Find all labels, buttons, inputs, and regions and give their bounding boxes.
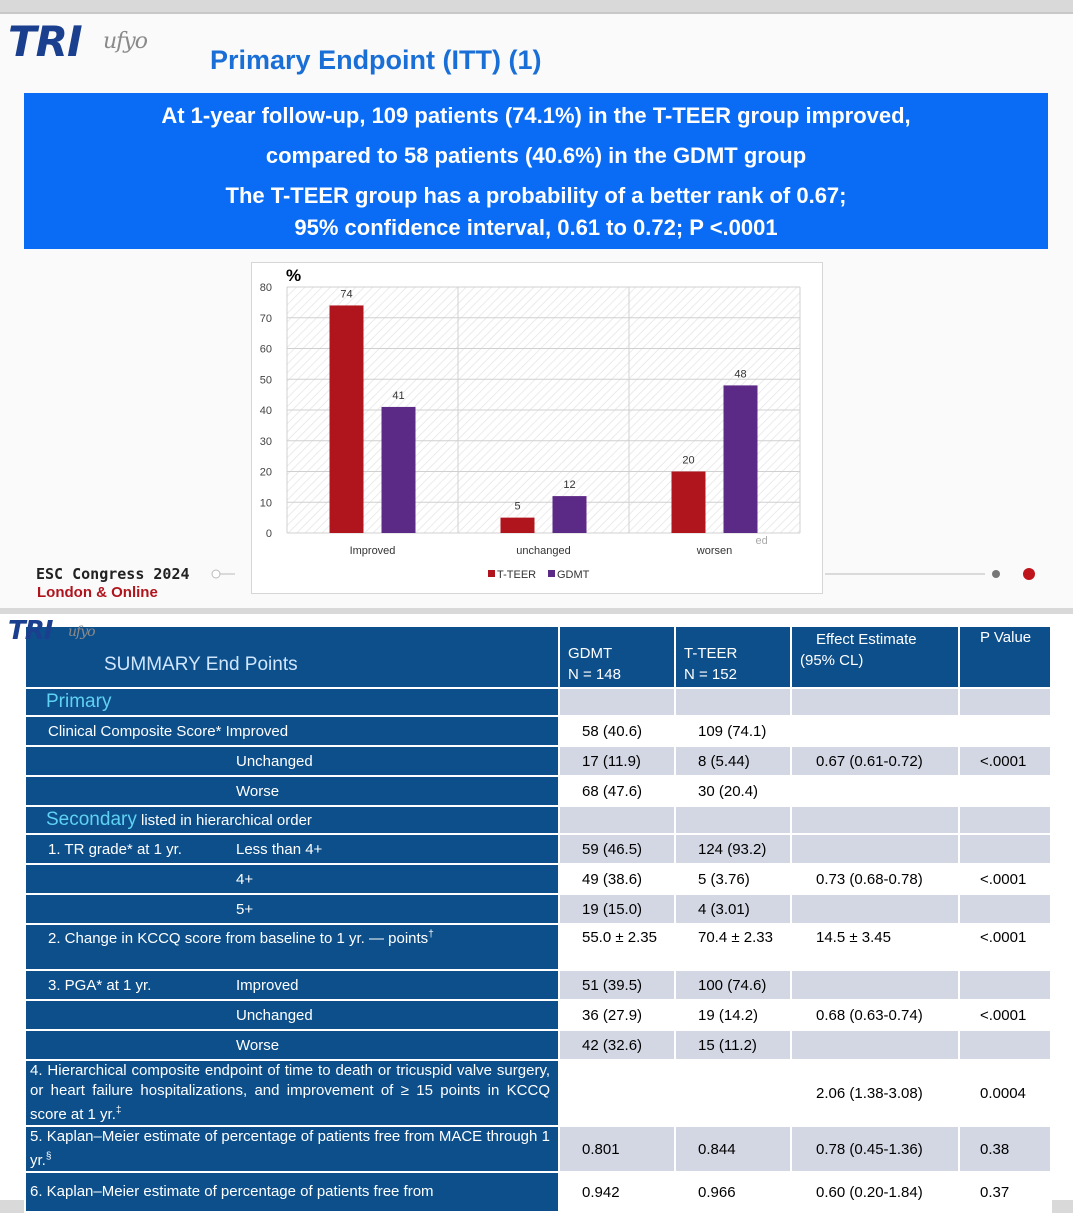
tri-logo: TRI ufyo (8, 17, 147, 66)
effect-estimate (791, 894, 959, 924)
table-header-row (25, 626, 1051, 688)
divider (0, 12, 1073, 14)
page-title: Primary Endpoint (ITT) (1) (210, 45, 542, 75)
empty-cell (959, 806, 1051, 834)
p-value: <.0001 (959, 1000, 1051, 1030)
tteer-value: 8 (5.44) (675, 746, 791, 776)
y-axis-label: % (286, 266, 302, 285)
bar-t-teer (501, 518, 535, 533)
endpoint-label: 1. TR grade* at 1 yr. Less than 4+ (25, 834, 559, 864)
gdmt-value: 36 (27.9) (559, 1000, 675, 1030)
endpoint-label: Worse (25, 776, 559, 806)
secondary-section-header-label: Secondary listed in hierarchical order (25, 806, 559, 834)
endpoint-label: Clinical Composite Score* Improved (25, 716, 559, 746)
effect-estimate (791, 834, 959, 864)
endpoint-label: Unchanged (25, 746, 559, 776)
effect-estimate: 0.68 (0.63-0.74) (791, 1000, 959, 1030)
gdmt-value: 0.942 (559, 1172, 675, 1212)
col-gdmt-header: GDMT N = 148 (559, 626, 675, 688)
table-row (25, 1030, 1051, 1060)
p-value: <.0001 (959, 746, 1051, 776)
y-tick-label: 60 (259, 343, 272, 356)
tri-logo-small-subtext: ufyo (68, 624, 95, 640)
col-pvalue-header: P Value (959, 626, 1051, 688)
y-tick-label: 70 (259, 312, 272, 325)
p-value (959, 716, 1051, 746)
table-row (25, 746, 1051, 776)
table-row (25, 834, 1051, 864)
bar-t-teer (672, 472, 706, 534)
endpoint-label: 4+ (25, 864, 559, 894)
effect-estimate: 2.06 (1.38-3.08) (791, 1060, 959, 1126)
gdmt-value (559, 1060, 675, 1126)
endpoint-label: Unchanged (25, 1000, 559, 1030)
empty-cell (675, 688, 791, 716)
banner-line-4: 95% confidence interval, 0.61 to 0.72; P <.0001 (294, 215, 778, 240)
bar-value-label: 20 (682, 454, 695, 467)
gdmt-value: 55.0 ± 2.35 (559, 924, 675, 970)
effect-estimate (791, 776, 959, 806)
legend-label: T-TEER (497, 569, 537, 581)
tteer-value: 30 (20.4) (675, 776, 791, 806)
p-value (959, 1030, 1051, 1060)
table-body (25, 688, 1051, 1212)
legend-label: GDMT (557, 569, 590, 581)
endpoint-label: 3. PGA* at 1 yr. Improved (25, 970, 559, 1000)
tteer-value: 0.966 (675, 1172, 791, 1212)
table-row (25, 864, 1051, 894)
gdmt-value: 42 (32.6) (559, 1030, 675, 1060)
gdmt-value: 19 (15.0) (559, 894, 675, 924)
endpoint-label: 6. Kaplan–Meier estimate of percentage of patients free from (25, 1172, 559, 1212)
y-tick-label: 20 (259, 466, 272, 479)
table-row (25, 894, 1051, 924)
y-tick-label: 0 (265, 528, 272, 540)
effect-estimate: 0.60 (0.20-1.84) (791, 1172, 959, 1212)
empty-cell (791, 688, 959, 716)
timeline-red-dot (1023, 568, 1035, 580)
effect-estimate: 0.78 (0.45-1.36) (791, 1126, 959, 1172)
tteer-value: 124 (93.2) (675, 834, 791, 864)
gdmt-value: 17 (11.9) (559, 746, 675, 776)
x-tick-label: Improved (349, 545, 396, 557)
footer-timeline (205, 568, 1045, 584)
tri-logo-subtext: ufyo (103, 29, 147, 54)
table-row (25, 1060, 1051, 1126)
table-row (25, 970, 1051, 1000)
y-tick-label: 80 (259, 282, 272, 294)
empty-cell (675, 806, 791, 834)
gdmt-value: 59 (46.5) (559, 834, 675, 864)
p-value (959, 834, 1051, 864)
secondary-section-header (25, 806, 1051, 834)
bar-chart (252, 263, 822, 593)
gdmt-value: 51 (39.5) (559, 970, 675, 1000)
primary-endpoint-slide (0, 12, 1073, 608)
tteer-value (675, 1060, 791, 1126)
gdmt-value: 49 (38.6) (559, 864, 675, 894)
bar-value-label: 5 (514, 500, 521, 513)
tteer-value: 0.844 (675, 1126, 791, 1172)
summary-endpoints-slide (0, 614, 1073, 1200)
tteer-value: 70.4 ± 2.33 (675, 924, 791, 970)
empty-cell (959, 688, 1051, 716)
bar-gdmt (553, 496, 587, 533)
gdmt-value: 0.801 (559, 1126, 675, 1172)
footer-event-location: London & Online (37, 584, 158, 601)
table-row (25, 1172, 1051, 1212)
empty-cell (791, 806, 959, 834)
col-tteer-header: T-TEER N = 152 (675, 626, 791, 688)
empty-cell (559, 688, 675, 716)
tteer-value: 109 (74.1) (675, 716, 791, 746)
primary-section-header (25, 688, 1051, 716)
bar-gdmt (382, 407, 416, 533)
bar-t-teer (330, 305, 364, 533)
bar-value-label: 12 (563, 479, 576, 492)
y-tick-label: 30 (259, 435, 272, 448)
y-tick-label: 50 (259, 374, 272, 387)
endpoint-label: 2. Change in KCCQ score from baseline to 1 yr. — points† (25, 924, 559, 970)
endpoint-label: 5. Kaplan–Meier estimate of percentage of patients free from MACE through 1 yr.§ (25, 1126, 559, 1172)
effect-estimate (791, 716, 959, 746)
table-title: SUMMARY End Points (25, 626, 559, 688)
x-tick-label: worsen (696, 545, 733, 557)
banner-line-3: The T-TEER group has a probability of a better rank of 0.67; (225, 183, 847, 208)
p-value: 0.38 (959, 1126, 1051, 1172)
summary-endpoints-table (24, 625, 1052, 1213)
bar-chart-panel (251, 262, 823, 594)
table-row (25, 716, 1051, 746)
footer-event-name: ESC Congress 2024 (36, 565, 190, 583)
table-row (25, 1000, 1051, 1030)
timeline-grey-dot (992, 570, 1000, 578)
table-row (25, 776, 1051, 806)
bar-value-label: 41 (392, 389, 405, 402)
bar-value-label: 48 (734, 368, 747, 381)
tteer-value: 15 (11.2) (675, 1030, 791, 1060)
bar-gdmt (724, 385, 758, 533)
timeline-start-dot (212, 570, 220, 578)
banner-line-2: compared to 58 patients (40.6%) in the GDMT group (265, 143, 807, 168)
endpoint-label: Worse (25, 1030, 559, 1060)
p-value: 0.0004 (959, 1060, 1051, 1126)
gdmt-value: 68 (47.6) (559, 776, 675, 806)
p-value: <.0001 (959, 924, 1051, 970)
banner-line-1: At 1-year follow-up, 109 patients (74.1%) in the T-TEER group improved, (161, 103, 911, 128)
effect-estimate (791, 1030, 959, 1060)
effect-estimate: 0.67 (0.61-0.72) (791, 746, 959, 776)
tri-logo-small: TRI ufyo (8, 616, 95, 646)
col-effect-header: Effect Estimate (95% CL) (791, 626, 959, 688)
endpoint-label: 4. Hierarchical composite endpoint of time to death or tricuspid valve surgery, or heart failure hospitalizations, and improvement of ≥ 15 points in KCCQ score at 1 yr.‡ (25, 1060, 559, 1126)
p-value: 0.37 (959, 1172, 1051, 1212)
gdmt-value: 58 (40.6) (559, 716, 675, 746)
x-tick-label: unchanged (516, 545, 571, 557)
endpoint-label: 5+ (25, 894, 559, 924)
chart-annotation: ed (755, 535, 768, 547)
p-value (959, 776, 1051, 806)
tteer-value: 4 (3.01) (675, 894, 791, 924)
effect-estimate: 0.73 (0.68-0.78) (791, 864, 959, 894)
p-value: <.0001 (959, 864, 1051, 894)
empty-cell (559, 806, 675, 834)
effect-estimate: 14.5 ± 3.45 (791, 924, 959, 970)
summary-banner (24, 93, 1048, 249)
tteer-value: 100 (74.6) (675, 970, 791, 1000)
table-row (25, 1126, 1051, 1172)
primary-section-header-label: Primary (25, 688, 559, 716)
y-tick-label: 40 (259, 405, 272, 417)
p-value (959, 894, 1051, 924)
p-value (959, 970, 1051, 1000)
tteer-value: 5 (3.76) (675, 864, 791, 894)
y-tick-label: 10 (259, 497, 272, 510)
table-row (25, 924, 1051, 970)
effect-estimate (791, 970, 959, 1000)
bar-value-label: 74 (340, 288, 353, 301)
tteer-value: 19 (14.2) (675, 1000, 791, 1030)
